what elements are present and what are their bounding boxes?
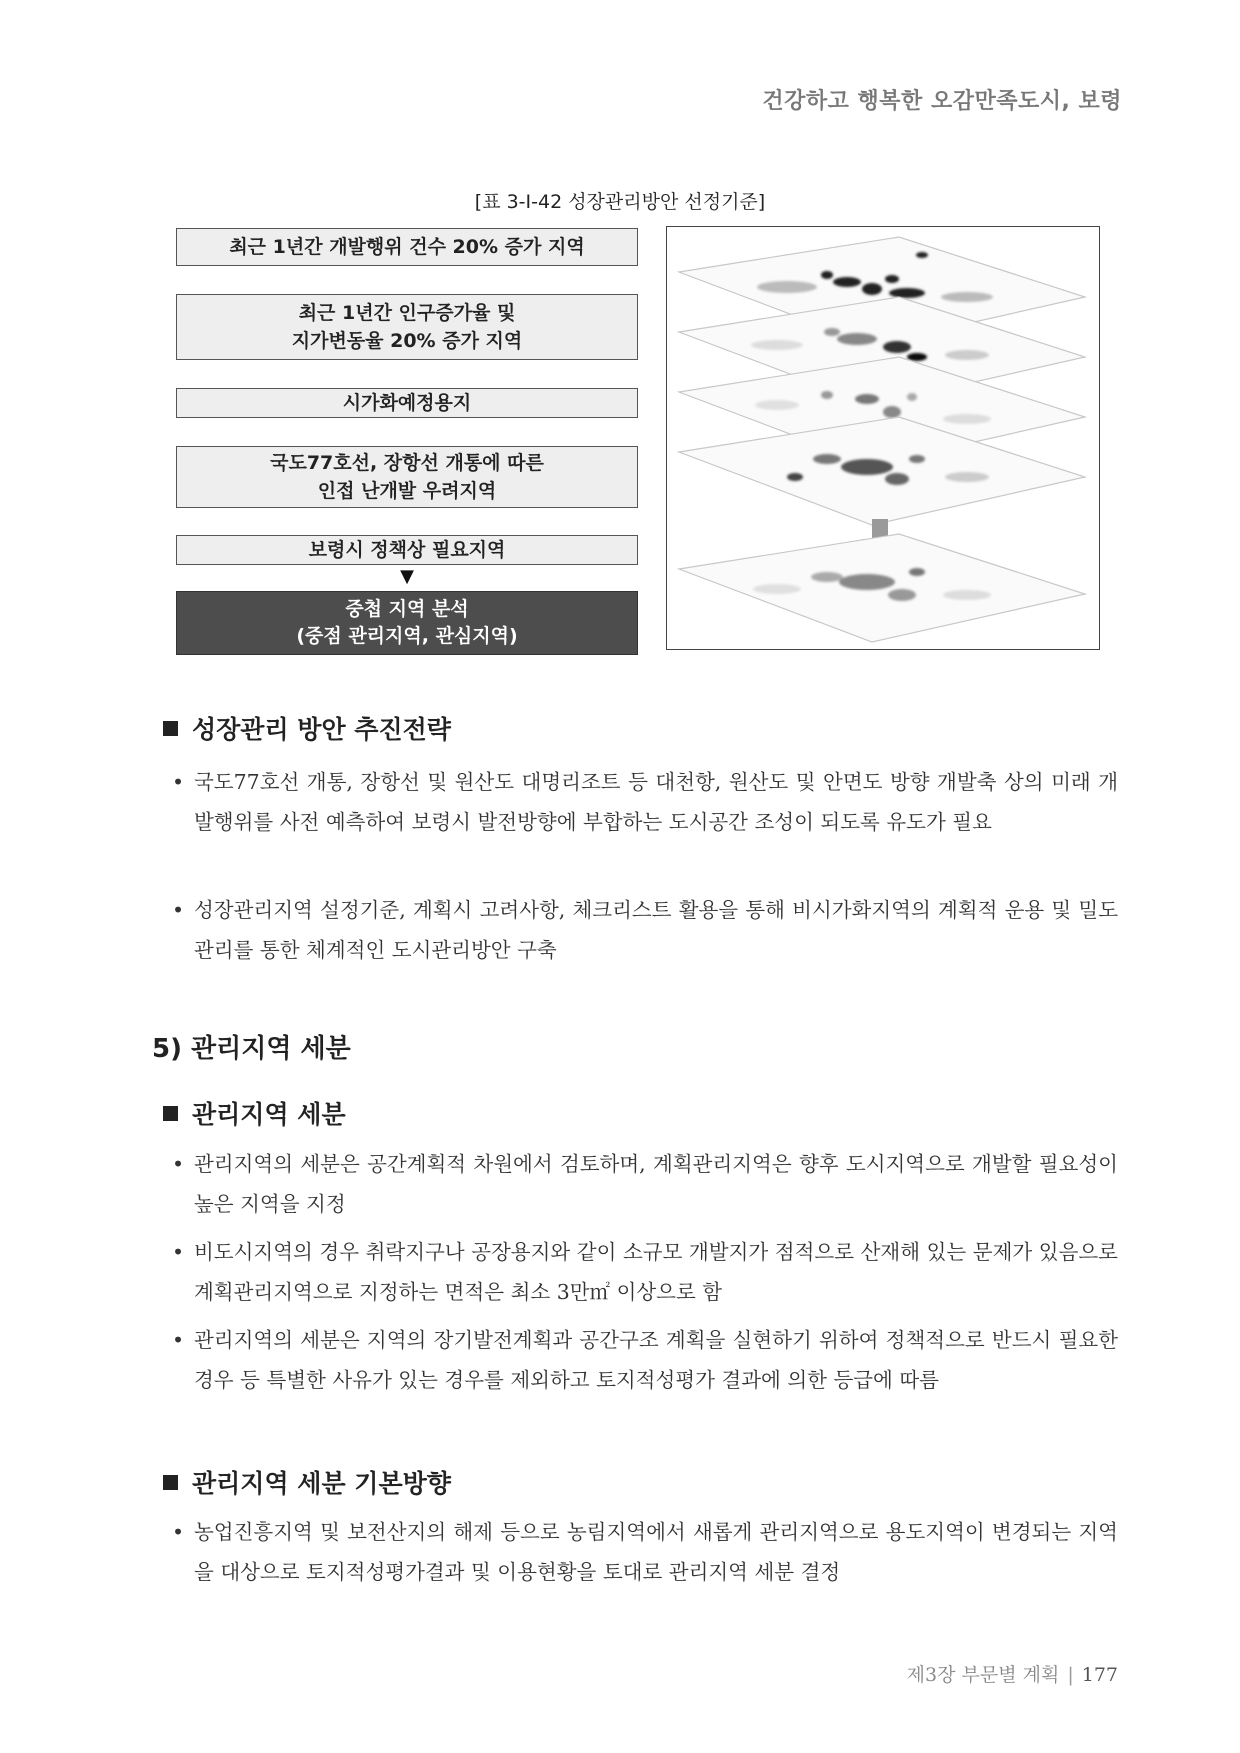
result-text: 중첩 지역 분석 <box>345 598 469 620</box>
bullet-item: • 성장관리지역 설정기준, 계획시 고려사항, 체크리스트 활용을 통해 비시가화지역의 계획적 운용 및 밀도관리를 통한 체계적인 도시관리방안 구축 <box>172 890 1118 970</box>
bullet-item: • 관리지역의 세분은 지역의 장기발전계획과 공간구조 계획을 실현하기 위하여 정책적으로 반드시 필요한 경우 등 특별한 사유가 있는 경우를 제외하고 토지적성평가 결과에 의한 등급에 따름 <box>172 1320 1118 1400</box>
section-heading-subdivision <box>163 1095 346 1131</box>
page-number: 177 <box>1081 1664 1118 1686</box>
criteria-text: 최근 1년간 인구증가율 및 <box>298 302 516 324</box>
table-caption: [표 3-Ⅰ-42 성장관리방안 선정기준] <box>474 191 766 213</box>
bullet-item: • 국도77호선 개통, 장항선 및 원산도 대명리조트 등 대천항, 원산도 및 안면도 방향 개발축 상의 미래 개발행위를 사전 예측하여 보령시 발전방향에 부합하는 도시공간 조성이 되도록 유도가 필요 <box>172 762 1118 842</box>
section-heading-strategy <box>163 710 451 746</box>
square-bullet-icon <box>163 721 178 736</box>
criteria-text: 인접 난개발 우려지역 <box>317 480 497 502</box>
criteria-text: 최근 1년간 개발행위 건수 20% 증가 지역 <box>229 236 585 258</box>
criteria-box-overlay-result <box>176 591 638 655</box>
section-title-subdivision: 5) 관리지역 세분 <box>152 1034 351 1064</box>
criteria-box-population <box>176 294 638 360</box>
heading-text: 성장관리 방안 추진전략 <box>192 715 451 744</box>
page-footer <box>907 1660 1118 1687</box>
result-text: (중점 관리지역, 관심지역) <box>296 625 518 647</box>
criteria-text: 지가변동율 20% 증가 지역 <box>291 330 523 352</box>
criteria-box-urbanization <box>176 388 638 418</box>
footer-separator: | <box>1067 1664 1074 1686</box>
criteria-box-route77 <box>176 446 638 508</box>
square-bullet-icon <box>163 1475 178 1490</box>
section-heading-basic-direction <box>163 1464 451 1500</box>
criteria-text: 보령시 정책상 필요지역 <box>308 539 506 561</box>
criteria-box-development <box>176 228 638 266</box>
heading-text: 관리지역 세분 기본방향 <box>192 1469 451 1498</box>
layered-maps-illustration <box>667 227 1099 649</box>
criteria-text: 시가화예정용지 <box>342 392 472 414</box>
overlay-map-figure <box>666 226 1100 650</box>
running-header: 건강하고 행복한 오감만족도시, 보령 <box>762 89 1122 114</box>
criteria-box-policy <box>176 535 638 565</box>
criteria-text: 국도77호선, 장항선 개통에 따른 <box>270 452 544 474</box>
down-arrow-icon: ▼ <box>400 566 414 587</box>
bullet-item: • 농업진흥지역 및 보전산지의 해제 등으로 농림지역에서 새롭게 관리지역으로 용도지역이 변경되는 지역을 대상으로 토지적성평가결과 및 이용현황을 토대로 관리지역 세분 결정 <box>172 1512 1118 1592</box>
heading-text: 관리지역 세분 <box>192 1100 346 1129</box>
square-bullet-icon <box>163 1106 178 1121</box>
footer-chapter: 제3장 부문별 계획 <box>906 1664 1060 1686</box>
bullet-item: • 관리지역의 세분은 공간계획적 차원에서 검토하며, 계획관리지역은 향후 도시지역으로 개발할 필요성이 높은 지역을 지정 <box>172 1144 1118 1224</box>
map-layer-4 <box>679 417 1085 525</box>
bullet-item: • 비도시지역의 경우 취락지구나 공장용지와 같이 소규모 개발지가 점적으로 산재해 있는 문제가 있음으로 계획관리지역으로 지정하는 면적은 최소 3만㎡ 이상으로 함 <box>172 1232 1118 1312</box>
map-layer-result <box>679 534 1085 642</box>
